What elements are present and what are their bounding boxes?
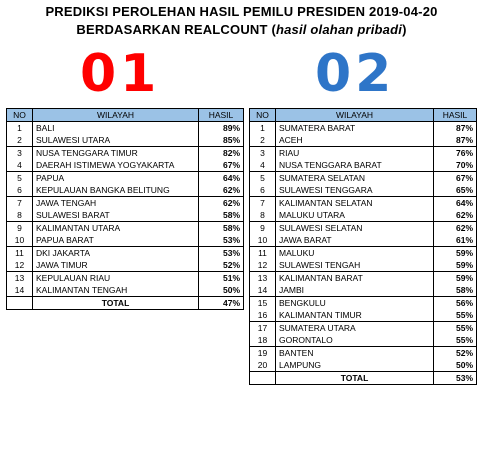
header-no: NO: [250, 109, 276, 122]
row-wilayah: JAWA BARAT: [276, 234, 434, 247]
row-no: 14: [250, 284, 276, 297]
table-row: [7, 209, 244, 222]
table-row: [250, 234, 477, 247]
table-row: [7, 247, 244, 260]
row-hasil: 76%: [434, 147, 477, 160]
row-hasil: 58%: [199, 222, 244, 235]
row-hasil: 52%: [199, 259, 244, 272]
row-hasil: 61%: [434, 234, 477, 247]
candidate-01-label: 01: [80, 44, 161, 104]
row-wilayah: SUMATERA UTARA: [276, 322, 434, 335]
row-no: 8: [7, 209, 33, 222]
row-wilayah: SULAWESI SELATAN: [276, 222, 434, 235]
table-row: [250, 309, 477, 322]
row-wilayah: KEPULAUAN BANGKA BELITUNG: [33, 184, 199, 197]
table-row: [250, 347, 477, 360]
row-wilayah: KALIMANTAN TENGAH: [33, 284, 199, 297]
row-no: 1: [260, 123, 265, 133]
row-no: 12: [250, 259, 276, 272]
row-hasil: 87%: [434, 122, 477, 135]
row-wilayah: KALIMANTAN SELATAN: [276, 197, 434, 210]
row-wilayah: GORONTALO: [276, 334, 434, 347]
row-hasil: 56%: [434, 297, 477, 310]
page-title: PREDIKSI PEROLEHAN HASIL PEMILU PRESIDEN 2019-04-20: [45, 4, 438, 19]
table-row: [7, 159, 244, 172]
total-spacer: [7, 297, 33, 310]
row-hasil: 58%: [434, 284, 477, 297]
row-hasil: 89%: [199, 122, 244, 135]
row-no: 8: [250, 209, 276, 222]
row-hasil: 53%: [199, 234, 244, 247]
total-row: [250, 372, 477, 385]
table-row: [7, 122, 244, 135]
table-row: [250, 209, 477, 222]
table-row: [250, 222, 477, 235]
candidate-02-label: 02: [315, 44, 396, 104]
page-subtitle: [0, 22, 483, 37]
row-wilayah: RIAU: [276, 147, 434, 160]
row-hasil: 64%: [434, 197, 477, 210]
row-wilayah: DKI JAKARTA: [33, 247, 199, 260]
header-no: NO: [7, 109, 33, 122]
row-no: 7: [17, 198, 22, 208]
row-no: 6: [250, 184, 276, 197]
row-wilayah: DAERAH ISTIMEWA YOGYAKARTA: [33, 159, 199, 172]
table-row: [7, 259, 244, 272]
table-row: [250, 172, 477, 185]
table-row: [250, 247, 477, 260]
row-wilayah: NUSA TENGGARA BARAT: [276, 159, 434, 172]
row-hasil: 52%: [434, 347, 477, 360]
subtitle-main: BERDASARKAN REALCOUNT (: [76, 22, 276, 37]
table-row: [7, 222, 244, 235]
row-hasil: 67%: [434, 172, 477, 185]
table-row: [7, 147, 244, 160]
table-header-row: [250, 109, 477, 122]
table-row: [250, 272, 477, 285]
table-row: [250, 259, 477, 272]
table-row: [7, 284, 244, 297]
row-no: 12: [7, 259, 33, 272]
row-hasil: 62%: [434, 209, 477, 222]
row-no: 18: [250, 334, 276, 347]
row-no: 10: [250, 234, 276, 247]
table-row: [250, 359, 477, 372]
row-wilayah: SUMATERA BARAT: [276, 122, 434, 135]
table-row: [250, 297, 477, 310]
table-row: [250, 184, 477, 197]
total-value: 53%: [434, 372, 477, 385]
row-no: 2: [7, 134, 33, 147]
table-row: [250, 122, 477, 135]
row-no: 9: [17, 223, 22, 233]
row-wilayah: LAMPUNG: [276, 359, 434, 372]
row-hasil: 62%: [199, 197, 244, 210]
table-row: [7, 197, 244, 210]
row-wilayah: SULAWESI UTARA: [33, 134, 199, 147]
header-hasil: HASIL: [199, 109, 244, 122]
row-hasil: 65%: [434, 184, 477, 197]
row-hasil: 62%: [199, 184, 244, 197]
row-wilayah: BANTEN: [276, 347, 434, 360]
row-hasil: 85%: [199, 134, 244, 147]
row-no: 17: [257, 323, 268, 333]
row-no: 14: [7, 284, 33, 297]
row-wilayah: KEPULAUAN RIAU: [33, 272, 199, 285]
table-row: [250, 159, 477, 172]
row-wilayah: SULAWESI TENGAH: [276, 259, 434, 272]
row-wilayah: PAPUA: [33, 172, 199, 185]
row-wilayah: SULAWESI TENGGARA: [276, 184, 434, 197]
table-row: [250, 147, 477, 160]
row-wilayah: KALIMANTAN BARAT: [276, 272, 434, 285]
row-no: 13: [257, 273, 268, 283]
row-no: 1: [17, 123, 22, 133]
row-wilayah: PAPUA BARAT: [33, 234, 199, 247]
row-wilayah: JAWA TENGAH: [33, 197, 199, 210]
row-wilayah: KALIMANTAN UTARA: [33, 222, 199, 235]
subtitle-end: ): [402, 22, 407, 37]
row-hasil: 64%: [199, 172, 244, 185]
table-row: [250, 284, 477, 297]
row-wilayah: MALUKU: [276, 247, 434, 260]
right-results-table: [249, 108, 477, 385]
row-wilayah: BENGKULU: [276, 297, 434, 310]
row-hasil: 55%: [434, 309, 477, 322]
total-spacer: [250, 372, 276, 385]
row-hasil: 67%: [199, 159, 244, 172]
total-value: 47%: [199, 297, 244, 310]
row-hasil: 50%: [199, 284, 244, 297]
row-hasil: 82%: [199, 147, 244, 160]
row-wilayah: NUSA TENGGARA TIMUR: [33, 147, 199, 160]
row-no: 16: [250, 309, 276, 322]
row-no: 5: [17, 173, 22, 183]
row-hasil: 59%: [434, 247, 477, 260]
row-wilayah: SULAWESI BARAT: [33, 209, 199, 222]
row-hasil: 59%: [434, 272, 477, 285]
row-no: 2: [250, 134, 276, 147]
row-hasil: 87%: [434, 134, 477, 147]
total-row: [7, 297, 244, 310]
table-row: [250, 322, 477, 335]
row-hasil: 70%: [434, 159, 477, 172]
table-row: [250, 134, 477, 147]
row-wilayah: KALIMANTAN TIMUR: [276, 309, 434, 322]
header-wilayah: WILAYAH: [276, 109, 434, 122]
header-wilayah: WILAYAH: [33, 109, 199, 122]
row-no: 9: [260, 223, 265, 233]
row-no: 4: [250, 159, 276, 172]
header-hasil: HASIL: [434, 109, 477, 122]
row-no: 7: [260, 198, 265, 208]
row-hasil: 51%: [199, 272, 244, 285]
row-no: 4: [7, 159, 33, 172]
row-wilayah: SUMATERA SELATAN: [276, 172, 434, 185]
row-wilayah: JAMBI: [276, 284, 434, 297]
row-no: 19: [257, 348, 268, 358]
row-no: 5: [260, 173, 265, 183]
row-wilayah: MALUKU UTARA: [276, 209, 434, 222]
row-no: 15: [257, 298, 268, 308]
row-hasil: 50%: [434, 359, 477, 372]
row-wilayah: BALI: [33, 122, 199, 135]
table-header-row: [7, 109, 244, 122]
row-no: 11: [258, 248, 267, 258]
row-wilayah: JAWA TIMUR: [33, 259, 199, 272]
table-row: [7, 134, 244, 147]
row-hasil: 59%: [434, 259, 477, 272]
row-no: 10: [7, 234, 33, 247]
row-hasil: 62%: [434, 222, 477, 235]
row-wilayah: ACEH: [276, 134, 434, 147]
table-row: [7, 184, 244, 197]
row-no: 6: [7, 184, 33, 197]
table-row: [250, 334, 477, 347]
table-row: [7, 272, 244, 285]
row-hasil: 55%: [434, 322, 477, 335]
row-no: 3: [260, 148, 265, 158]
subtitle-italic: hasil olahan pribadi: [275, 22, 403, 37]
row-hasil: 58%: [199, 209, 244, 222]
row-hasil: 53%: [199, 247, 244, 260]
left-results-table: [6, 108, 244, 310]
row-no: 11: [15, 248, 24, 258]
total-label: TOTAL: [276, 372, 434, 385]
row-no: 3: [17, 148, 22, 158]
table-row: [250, 197, 477, 210]
row-hasil: 55%: [434, 334, 477, 347]
total-label: TOTAL: [33, 297, 199, 310]
table-row: [7, 234, 244, 247]
row-no: 13: [14, 273, 25, 283]
row-no: 20: [250, 359, 276, 372]
table-row: [7, 172, 244, 185]
